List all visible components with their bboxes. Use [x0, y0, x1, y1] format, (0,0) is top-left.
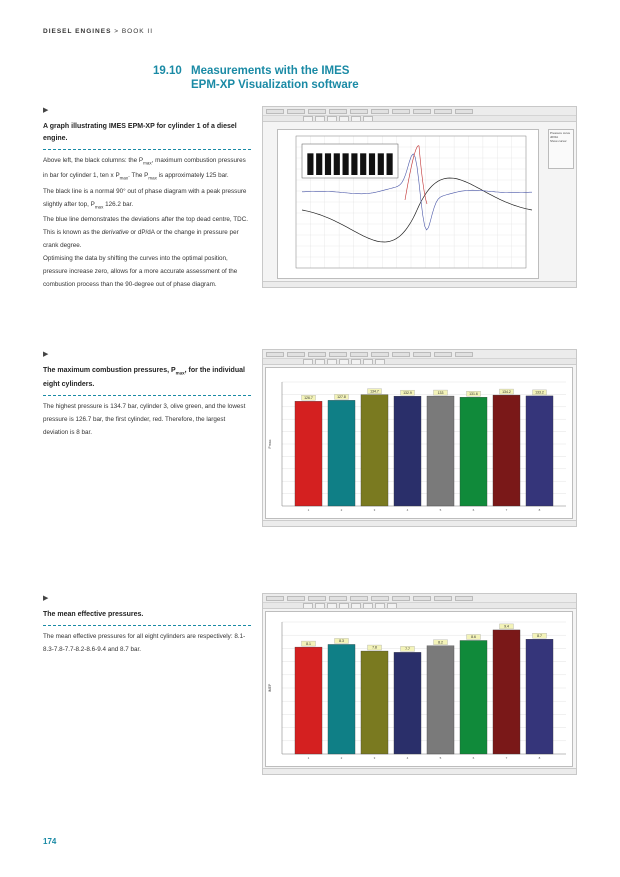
- tab[interactable]: [303, 116, 313, 121]
- status-bar: [263, 520, 576, 526]
- toolbar-button[interactable]: [371, 109, 389, 114]
- toolbar-button[interactable]: [308, 596, 326, 601]
- toolbar-button[interactable]: [434, 596, 452, 601]
- toolbar-button[interactable]: [350, 596, 368, 601]
- tick-label: 1: [307, 508, 310, 512]
- toolbar-button[interactable]: [350, 109, 368, 114]
- tab[interactable]: [303, 359, 313, 364]
- tick-label: 7: [505, 756, 508, 760]
- bar: [493, 395, 520, 506]
- bar: [361, 395, 388, 506]
- block-1-body: Above left, the black columns: the $P_{max}$, maximum combustion pressures in bar for cylinder 1, ten x $P_{max}$. The $P_{max}$ is approximately 125 bar. The black line is a normal 90° out of phase diagram with a peak pressure slightly after top, $P_{max}$ 126.2 bar. The blue line demonstrates the deviations after the top dead centre, TDC. This is known as the derivative or dP/dA or the change in pressure per crank degree. Optimising the data by shifting the curves into the optimal position, pressure increase zero, allows for a more accurate assessment of the combustion process than the 90-degree out of phase diagram.: [43, 157, 249, 288]
- toolbar-button[interactable]: [413, 109, 431, 114]
- tick-label: 7: [505, 508, 508, 512]
- y-axis-label: IMEP: [268, 683, 272, 693]
- tick-label: 5: [439, 756, 442, 760]
- section-title-line1: Measurements with the IMES: [191, 65, 350, 77]
- toolbar-button[interactable]: [392, 596, 410, 601]
- bar: [427, 646, 454, 754]
- toolbar-button[interactable]: [434, 109, 452, 114]
- block-3-text: [43, 592, 251, 656]
- block-1-text: [43, 104, 251, 291]
- data-label: 8.7: [537, 633, 542, 638]
- tab-strip: [263, 603, 576, 609]
- tick-label: 3: [373, 508, 376, 512]
- tick-label: 2: [340, 508, 343, 512]
- block-2-text: [43, 348, 251, 439]
- tab[interactable]: [339, 359, 349, 364]
- page-number: 174: [43, 837, 57, 846]
- toolbar-button[interactable]: [434, 352, 452, 357]
- pressure-chart: [277, 129, 539, 279]
- toolbar-button[interactable]: [350, 352, 368, 357]
- toolbar: [263, 594, 576, 603]
- bar: [295, 647, 322, 754]
- tab[interactable]: [303, 603, 313, 608]
- tick-label: 1: [307, 756, 310, 760]
- toolbar-button[interactable]: [329, 352, 347, 357]
- pressure-chart-svg: [278, 130, 540, 280]
- inset-column: [307, 153, 313, 175]
- tab[interactable]: [375, 603, 385, 608]
- tick-label: 8: [538, 508, 541, 512]
- toolbar-button[interactable]: [455, 109, 473, 114]
- tab[interactable]: [363, 603, 373, 608]
- tab[interactable]: [327, 603, 337, 608]
- bar: [328, 400, 355, 506]
- header-separator: >: [114, 28, 120, 35]
- tick-label: 6: [472, 756, 475, 760]
- tick-label: 8: [538, 756, 541, 760]
- block-1-caption: A graph illustrating IMES EPM-XP for cylinder 1 of a diesel engine.: [43, 123, 237, 142]
- running-header: [43, 28, 153, 35]
- block-2-body: The highest pressure is 134.7 bar, cylinder 3, olive green, and the lowest pressure is 126.7 bar, the first cylinder, red. Therefore, the largest deviation is 8 bar.: [43, 403, 246, 437]
- toolbar-button[interactable]: [329, 109, 347, 114]
- toolbar-button[interactable]: [308, 352, 326, 357]
- bar: [394, 652, 421, 754]
- toolbar-button[interactable]: [266, 109, 284, 114]
- toolbar-button[interactable]: [308, 109, 326, 114]
- tick-label: 2: [340, 756, 343, 760]
- pressure-curve: [302, 178, 532, 242]
- data-label: 8.2: [438, 640, 443, 645]
- data-label: 8.6: [471, 635, 476, 640]
- bar: [460, 640, 487, 754]
- bar: [328, 644, 355, 754]
- toolbar-button[interactable]: [287, 352, 305, 357]
- inset-column: [334, 153, 340, 175]
- toolbar-button[interactable]: [266, 596, 284, 601]
- data-label: 127.8: [337, 395, 346, 400]
- toolbar-button[interactable]: [329, 596, 347, 601]
- legend-show-cursor[interactable]: Show cursor: [550, 139, 567, 143]
- tick-label: 4: [406, 756, 409, 760]
- data-label: 7.8: [372, 645, 377, 650]
- toolbar-button[interactable]: [413, 596, 431, 601]
- toolbar-button[interactable]: [455, 352, 473, 357]
- section-title: [153, 64, 359, 92]
- book-name: DIESEL ENGINES: [43, 28, 112, 35]
- bar: [526, 639, 553, 754]
- toolbar-button[interactable]: [413, 352, 431, 357]
- bar: [493, 630, 520, 754]
- data-label: 133: [437, 390, 444, 395]
- screenshot-pressure-curve: [262, 106, 577, 288]
- inset-column: [316, 153, 322, 175]
- tab[interactable]: [315, 359, 325, 364]
- pmax-chart-svg: [266, 368, 574, 520]
- curve-options-panel: [548, 129, 574, 169]
- status-bar: [263, 768, 576, 774]
- toolbar-button[interactable]: [371, 352, 389, 357]
- tick-label: 4: [406, 508, 409, 512]
- divider: [43, 149, 251, 150]
- tab[interactable]: [351, 603, 361, 608]
- toolbar-button[interactable]: [371, 596, 389, 601]
- toolbar-button[interactable]: [455, 596, 473, 601]
- bar: [361, 651, 388, 754]
- tab[interactable]: [339, 116, 349, 121]
- tick-label: 5: [439, 508, 442, 512]
- toolbar-button[interactable]: [266, 352, 284, 357]
- data-label: 9.4: [504, 624, 509, 629]
- tick-label: 3: [373, 756, 376, 760]
- inset-column: [360, 153, 366, 175]
- data-label: 134.2: [502, 389, 511, 394]
- data-label: 134.7: [370, 389, 379, 394]
- block-3-body: The mean effective pressures for all eight cylinders are respectively: 8.1-8.3-7.8-7.7-8.2-8.6-9.4 and 8.7 bar.: [43, 633, 246, 653]
- tab[interactable]: [363, 116, 373, 121]
- book-part: BOOK II: [121, 28, 154, 35]
- pmax-chart: [265, 367, 573, 519]
- bar: [427, 396, 454, 506]
- data-label: 7.7: [405, 647, 410, 652]
- tab[interactable]: [351, 359, 361, 364]
- mep-chart: [265, 611, 573, 767]
- block-3-caption: The mean effective pressures.: [43, 611, 144, 618]
- tab[interactable]: [351, 116, 361, 121]
- data-label: 8.1: [306, 641, 311, 646]
- inset-column: [351, 153, 357, 175]
- divider: [43, 395, 251, 396]
- tab[interactable]: [327, 359, 337, 364]
- marker-icon: ▶: [43, 595, 49, 602]
- tab[interactable]: [339, 603, 349, 608]
- inset-column: [325, 153, 331, 175]
- tab[interactable]: [327, 116, 337, 121]
- divider: [43, 625, 251, 626]
- peak-curve: [405, 146, 427, 204]
- data-label: 126.7: [304, 395, 313, 400]
- mep-chart-svg: [266, 612, 574, 768]
- tab-strip: [263, 116, 576, 122]
- tab-strip: [263, 359, 576, 365]
- toolbar: [263, 350, 576, 359]
- tab[interactable]: [363, 359, 373, 364]
- inset-column: [369, 153, 375, 175]
- tick-label: 6: [472, 508, 475, 512]
- data-label: 8.3: [339, 639, 344, 644]
- section-number: 19.10: [153, 65, 182, 77]
- toolbar-button[interactable]: [392, 109, 410, 114]
- inset-column: [378, 153, 384, 175]
- block-2-caption: The maximum combustion pressures, $P_{max}$, for the individual eight cylinders.: [43, 367, 245, 389]
- tab[interactable]: [315, 116, 325, 121]
- toolbar-button[interactable]: [287, 109, 305, 114]
- toolbar-button[interactable]: [287, 596, 305, 601]
- marker-icon: ▶: [43, 351, 49, 358]
- inset-column: [343, 153, 349, 175]
- tab[interactable]: [375, 359, 385, 364]
- screenshot-pmax-bars: [262, 349, 577, 527]
- marker-icon: ▶: [43, 107, 49, 114]
- screenshot-mep-bars: [262, 593, 577, 775]
- data-label: 131.6: [469, 391, 478, 396]
- legend-dpda[interactable]: dP/dA: [550, 135, 559, 139]
- inset-column: [387, 153, 393, 175]
- tab[interactable]: [387, 603, 397, 608]
- data-label: 132.9: [403, 390, 412, 395]
- bar: [394, 396, 421, 506]
- data-label: 133.2: [535, 390, 544, 395]
- toolbar: [263, 107, 576, 116]
- bar: [526, 396, 553, 506]
- section-title-line2: EPM-XP Visualization software: [191, 79, 359, 91]
- y-axis-label: Pmax: [268, 439, 272, 449]
- legend-pressure-curve[interactable]: Pressure curve: [550, 131, 571, 135]
- bar: [295, 401, 322, 506]
- bar: [460, 397, 487, 506]
- status-bar: [263, 281, 576, 287]
- toolbar-button[interactable]: [392, 352, 410, 357]
- tab[interactable]: [315, 603, 325, 608]
